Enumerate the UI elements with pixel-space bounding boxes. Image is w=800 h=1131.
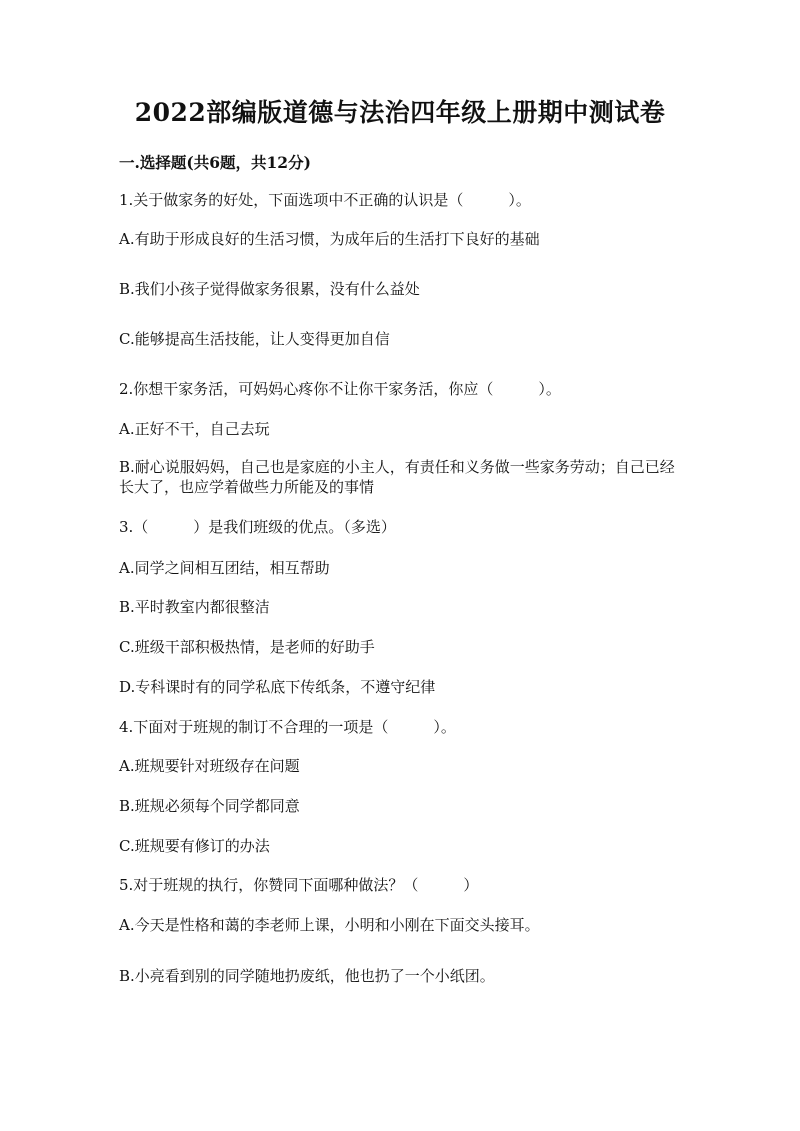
section-heading: 一.选择题(共6题，共12分) [119,153,311,172]
question-4-stem: 4.下面对于班规的制订不合理的一项是（ ）。 [119,718,456,736]
question-4-option-b: B.班规必须每个同学都同意 [119,797,300,815]
question-1-stem: 1.关于做家务的好处，下面选项中不正确的认识是（ ）。 [119,191,531,209]
question-5-option-b: B.小亮看到别的同学随地扔废纸，他也扔了一个小纸团。 [119,967,495,985]
question-5-stem: 5.对于班规的执行，你赞同下面哪种做法？（ ） [119,876,479,894]
question-1-option-c: C.能够提高生活技能，让人变得更加自信 [119,330,390,348]
question-1-option-b: B.我们小孩子觉得做家务很累，没有什么益处 [119,280,420,298]
question-2-option-b: B.耐心说服妈妈，自己也是家庭的小主人，有责任和义务做一些家务劳动；自己已经长大了，也应学着做些力所能及的事情 [119,458,675,496]
question-3-option-c: C.班级干部积极热情，是老师的好助手 [119,638,375,656]
page-title: 2022部编版道德与法治四年级上册期中测试卷 [134,98,666,127]
question-3-option-a: A.同学之间相互团结，相互帮助 [119,559,330,577]
question-2-stem: 2.你想干家务活，可妈妈心疼你不让你干家务活，你应（ ）。 [119,380,561,398]
question-5-option-a: A.今天是性格和蔼的李老师上课，小明和小刚在下面交头接耳。 [119,916,540,934]
question-1-option-a: A.有助于形成良好的生活习惯，为成年后的生活打下良好的基础 [119,230,540,248]
question-4-option-a: A.班规要针对班级存在问题 [119,757,300,775]
question-4-option-c: C.班规要有修订的办法 [119,837,270,855]
question-3-stem: 3.（ ）是我们班级的优点。（多选） [119,518,396,536]
question-2-option-a: A.正好不干，自己去玩 [119,420,270,438]
question-3-option-b: B.平时教室内都很整洁 [119,598,270,616]
question-3-option-d: D.专科课时有的同学私底下传纸条，不遵守纪律 [119,678,436,696]
